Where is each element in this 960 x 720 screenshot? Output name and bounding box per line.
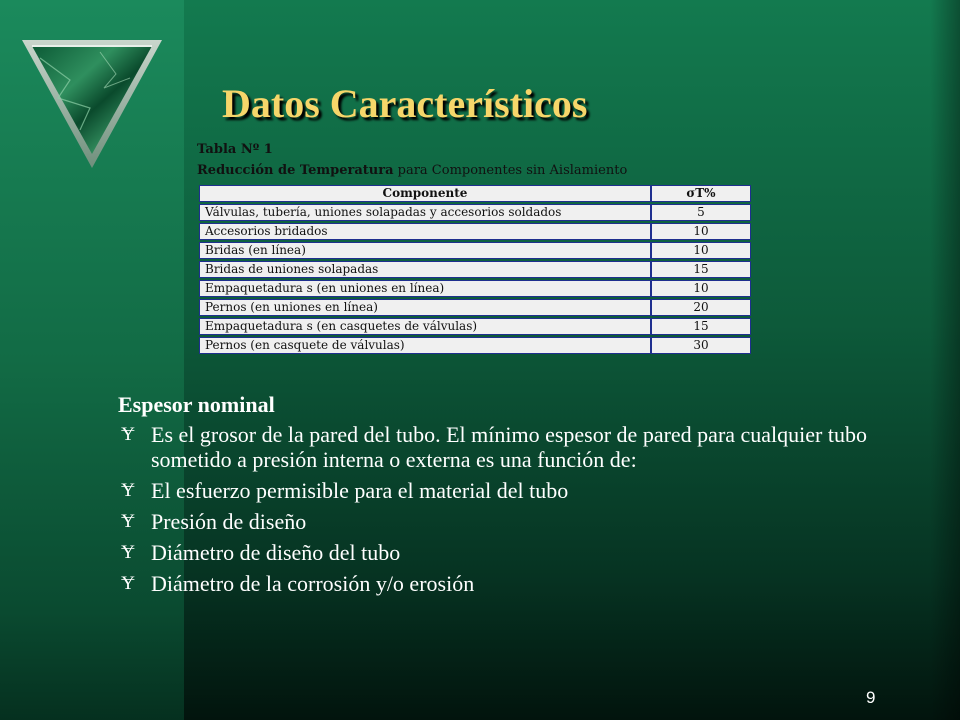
- list-item-text: Diámetro de diseño del tubo: [151, 540, 401, 565]
- table-cell-value: 5: [651, 204, 751, 221]
- table-cell-value: 15: [651, 261, 751, 278]
- bullet-list: [118, 422, 878, 596]
- table-row: [199, 204, 751, 221]
- list-item: [118, 478, 878, 503]
- table-cell-componente: Accesorios bridados: [199, 223, 651, 240]
- marble-triangle-logo-icon: [20, 38, 164, 170]
- table-cell-value: 10: [651, 223, 751, 240]
- list-item-text: Diámetro de la corrosión y/o erosión: [151, 571, 475, 596]
- list-item: [118, 571, 878, 596]
- bullet-icon: Ɏ: [121, 424, 135, 445]
- table-title: Tabla Nº 1: [197, 142, 273, 157]
- table-cell-value: 15: [651, 318, 751, 335]
- bullet-icon: Ɏ: [121, 542, 135, 563]
- table-cell-componente: Empaquetadura s (en casquetes de válvulas): [199, 318, 651, 335]
- header-sigma-t: σT%: [651, 185, 751, 202]
- table-row: [199, 261, 751, 278]
- table-cell-componente: Bridas de uniones solapadas: [199, 261, 651, 278]
- bullet-icon: Ɏ: [121, 573, 135, 594]
- table-row: [199, 223, 751, 240]
- list-item-text: Es el grosor de la pared del tubo. El mínimo espesor de pared para cualquier tubo sometido a presión interna o externa es una función de:: [151, 422, 867, 472]
- section-heading: Espesor nominal: [118, 392, 275, 417]
- table-header-row: [199, 185, 751, 202]
- table-row: [199, 242, 751, 259]
- table-cell-value: 10: [651, 280, 751, 297]
- table-cell-value: 30: [651, 337, 751, 354]
- list-item: [118, 540, 878, 565]
- table-row: [199, 299, 751, 316]
- list-item: [118, 509, 878, 534]
- table-cell-componente: Bridas (en línea): [199, 242, 651, 259]
- table-subtitle-bold: Reducción de Temperatura: [197, 163, 394, 178]
- table-subtitle-rest: para Componentes sin Aislamiento: [393, 163, 628, 178]
- table-cell-componente: Empaquetadura s (en uniones en línea): [199, 280, 651, 297]
- header-componente: Componente: [199, 185, 651, 202]
- list-item: [118, 422, 878, 472]
- table-cell-componente: Pernos (en uniones en línea): [199, 299, 651, 316]
- table-row: [199, 318, 751, 335]
- list-item-text: El esfuerzo permisible para el material del tubo: [151, 478, 569, 503]
- temperature-table-image: [195, 140, 757, 380]
- table-cell-value: 20: [651, 299, 751, 316]
- table-subtitle: [197, 163, 627, 178]
- content-body: [118, 392, 878, 602]
- slide-title: Datos Característicos: [222, 81, 588, 126]
- temperature-reduction-table: [199, 183, 751, 356]
- table-cell-componente: Válvulas, tubería, uniones solapadas y accesorios soldados: [199, 204, 651, 221]
- bullet-icon: Ɏ: [121, 511, 135, 532]
- table-cell-value: 10: [651, 242, 751, 259]
- list-item-text: Presión de diseño: [151, 509, 307, 534]
- table-row: [199, 337, 751, 354]
- page-number: 9: [866, 688, 876, 707]
- table-cell-componente: Pernos (en casquete de válvulas): [199, 337, 651, 354]
- bullet-icon: Ɏ: [121, 480, 135, 501]
- table-row: [199, 280, 751, 297]
